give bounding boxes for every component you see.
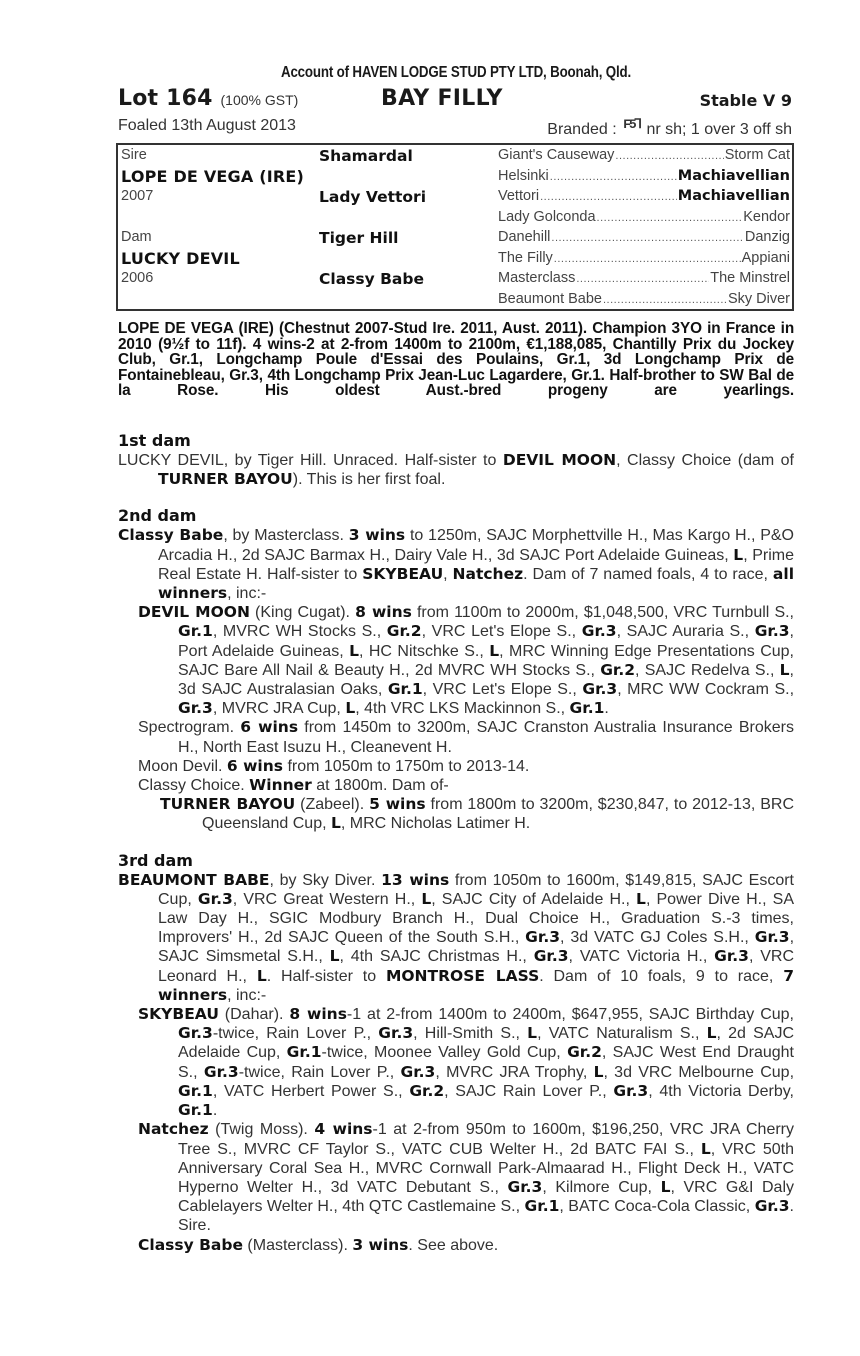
bold-text: L <box>489 641 500 660</box>
foaled-date: Foaled 13th August 2013 <box>118 117 296 134</box>
bold-text: Gr.1 <box>569 699 605 718</box>
lot-number <box>118 86 298 111</box>
first-dam-entry: LUCKY DEVIL, by Tiger Hill. Unraced. Half-sister to DEVIL MOON, Classy Choice (dam of TURNER BAYOU). This is her first foal. <box>118 451 795 489</box>
pedigree-entry: Natchez (Twig Moss). 4 wins-1 at 2-from 950m to 1600m, $196,250, VRC JRA Cherry Tree S., MVRC CF Taylor S., VATC CUB Welter H., 2d BATC FAI S., L, VRC 50th Anniversary Coral Sea H., MVRC Cornwall Park-Almaarad H., Flight Deck H., VATC Hyperno Welter H., 3d VATC Debutant S., Gr.3, Kilmore Cup, L, VRC G&I Daly Cablelayers Welter H., 4th QTC Castlemaine S., Gr.1, BATC Coca-Cola Classic, Gr.3. Sire. <box>138 1120 795 1235</box>
bold-text: L <box>706 1024 717 1043</box>
bold-text: Classy Babe <box>118 526 224 545</box>
grandparent-row: Vettori ..... Machiavellian <box>498 188 790 209</box>
brand-info <box>547 117 792 139</box>
bold-text: L <box>330 814 341 833</box>
bold-text: 6 wins <box>226 756 283 775</box>
pedigree-table <box>116 143 794 311</box>
third-dam-heading: 3rd dam <box>118 850 193 870</box>
grandparent-row: Beaumont Babe ..... Sky Diver <box>498 291 790 312</box>
grandparent-row: The Filly ..... Appiani <box>498 250 790 271</box>
lot-header <box>118 86 794 114</box>
grandparent-row: Danehill ..... Danzig <box>498 229 790 250</box>
pedigree-entry: Moon Devil. 6 wins from 1050m to 1750m to 2013-14. <box>138 756 530 775</box>
vendor-account: Account of HAVEN LODGE STUD PTY LTD, Boonah, Qld. <box>280 64 631 81</box>
pedigree-entry: SKYBEAU (Dahar). 8 wins-1 at 2-from 1400m to 2400m, $647,955, SAJC Birthday Cup, Gr.3-twice, Rain Lover P., Gr.3, Hill-Smith S., L, VATC Naturalism S., L, 2d SAJC Adelaide Cup, Gr.1-twice, Moonee Valley Gold Cup, Gr.2, SAJC West End Draught S., Gr.3-twice, Rain Lover P., Gr.3, MVRC JRA Trophy, L, 3d VRC Melbourne Cup, Gr.1, VATC Herbert Power S., Gr.2, SAJC Rain Lover P., Gr.3, 4th Victoria Derby, Gr.1. <box>138 1005 795 1120</box>
sire-name: LOPE DE VEGA (IRE) <box>121 166 305 186</box>
bold-text: SKYBEAU <box>362 564 444 583</box>
bold-text: Gr.1 <box>286 1043 322 1062</box>
second-dam-heading: 2nd dam <box>118 506 197 526</box>
bold-text: 7 winners <box>158 966 794 1004</box>
third-dam-section <box>118 851 794 1255</box>
bold-text: 8 wins <box>355 603 412 622</box>
pedigree-entry: Classy Babe, by Masterclass. 3 wins to 1250m, SAJC Morphettville H., Mas Kargo H., P&O Arcadia H., 2d SAJC Barmax H., Dairy Vale H., 3d SAJC Port Adelaide Guineas, L, Prime Real Estate H. Half-sister to SKYBEAU, Natchez. Dam of 7 named foals, 4 to race, all winners, inc:- <box>118 526 795 603</box>
brand-mark-icon: F5⅂ <box>623 117 640 132</box>
pedigree-entry: DEVIL MOON (King Cugat). 8 wins from 1100m to 2000m, $1,048,500, VRC Turnbull S., Gr.1, MVRC WH Stocks S., Gr.2, VRC Let's Elope S., Gr.3, SAJC Auraria S., Gr.3, Port Adelaide Guineas, L, HC Nitschke S., L, MRC Winning Edge Presentations Cup, SAJC Bare All Nail & Beauty H., 2d MVRC WH Stocks S., Gr.2, SAJC Redelva S., L, 3d SAJC Australasian Oaks, Gr.1, VRC Let's Elope S., Gr.3, MRC WW Cockram S., Gr.3, MVRC JRA Cup, L, 4th VRC LKS Mackinnon S., Gr.1. <box>138 603 795 718</box>
pedigree-entry: TURNER BAYOU (Zabeel). 5 wins from 1800m to 3200m, $230,847, to 2012-13, BRC Queensland Cup, L, MRC Nicholas Latimer H. <box>160 795 794 833</box>
bold-text: L <box>700 1139 711 1158</box>
bold-text: Gr.3 <box>582 680 618 699</box>
horse-description: BAY FILLY <box>381 86 503 111</box>
first-dam-heading: 1st dam <box>118 431 191 450</box>
bold-text: L <box>527 1024 538 1043</box>
sire-sire: Shamardal <box>319 147 413 165</box>
bold-text: DEVIL MOON <box>138 603 250 622</box>
bold-text: 8 wins <box>289 1005 347 1024</box>
bold-text: Gr.1 <box>178 622 213 641</box>
bold-text: L <box>593 1062 604 1081</box>
bold-text: L <box>256 966 267 985</box>
bold-text: 4 wins <box>314 1120 373 1139</box>
bold-text: SKYBEAU <box>138 1005 219 1024</box>
dam-name: LUCKY DEVIL <box>121 248 240 268</box>
dam-sire: Tiger Hill <box>319 229 399 247</box>
dam-label: Dam <box>121 229 152 245</box>
catalogue-page <box>118 62 794 1255</box>
bold-text: Natchez <box>452 564 524 583</box>
bold-text: Gr.3 <box>533 947 569 966</box>
bold-text: Gr.3 <box>754 622 790 641</box>
dam-dam: Classy Babe <box>319 270 424 288</box>
sire-label: Sire <box>121 147 147 163</box>
pedigree-grandparents <box>498 147 790 311</box>
bold-text: L <box>345 699 356 718</box>
grandparent-row: Lady Golconda ..... Kendor <box>498 209 790 230</box>
bold-text: 6 wins <box>240 718 299 737</box>
grandparent-row: Helsinki ..... Machiavellian <box>498 168 790 189</box>
bold-text: MONTROSE LASS <box>385 966 540 985</box>
stable-location: Stable V 9 <box>699 91 792 110</box>
bold-text: Gr.2 <box>567 1043 602 1062</box>
brand-detail: nr sh; 1 over 3 off sh <box>646 121 792 138</box>
pedigree-entry: Spectrogram. 6 wins from 1450m to 3200m, SAJC Cranston Australia Insurance Brokers H., North East Isuzu H., Cleanevent H. <box>138 718 795 756</box>
bold-text: Gr.3 <box>507 1177 543 1196</box>
sire-year: 2007 <box>121 188 154 204</box>
bold-text: TURNER BAYOU <box>160 795 296 814</box>
grandparent-row: Giant's Causeway ..... Storm Cat <box>498 147 790 168</box>
second-dam-entries <box>118 526 794 833</box>
bold-text: Gr.3 <box>378 1024 414 1043</box>
bold-text: 3 wins <box>348 526 406 545</box>
bold-text: 13 wins <box>381 870 450 889</box>
bold-text: L <box>733 545 744 564</box>
bold-text: TURNER BAYOU <box>158 470 293 489</box>
lot-label: Lot 164 <box>118 86 213 111</box>
bold-text: Gr.3 <box>613 1081 649 1100</box>
bold-text: Gr.3 <box>197 889 233 908</box>
pedigree-entry: BEAUMONT BABE, by Sky Diver. 13 wins from 1050m to 1600m, $149,815, SAJC Escort Cup, Gr.3, VRC Great Western H., L, SAJC City of Adelaide H., L, Power Dive H., SA Law Day H., SGIC Modbury Branch H., Dual Choice H., Graduation S.-3 times, Improvers' H., 2d SAJC Queen of the South S.H., Gr.3, 3d VATC GJ Coles S.H., Gr.3, SAJC Simsmetal S.H., L, 4th SAJC Christmas H., Gr.3, VATC Victoria H., Gr.3, VRC Leonard H., L. Half-sister to MONTROSE LASS. Dam of 10 foals, 9 to race, 7 winners, inc:- <box>118 870 795 1004</box>
dam-year: 2006 <box>121 270 154 286</box>
bold-text: Gr.3 <box>178 1024 213 1043</box>
bold-text: Gr.2 <box>600 660 636 679</box>
bold-text: L <box>636 889 646 908</box>
bold-text: DEVIL MOON <box>502 451 617 469</box>
bold-text: Classy Babe <box>138 1235 243 1254</box>
foal-details <box>118 114 794 140</box>
sire-dam: Lady Vettori <box>319 188 427 206</box>
bold-text: Gr.1 <box>524 1197 560 1216</box>
bold-text: Gr.3 <box>754 1197 790 1216</box>
bold-text: all winners <box>158 564 795 603</box>
third-dam-entries <box>118 871 794 1255</box>
branded-label: Branded : <box>547 121 617 138</box>
bold-text: Gr.1 <box>178 1101 213 1120</box>
grandparent-row: Masterclass ..... The Minstrel <box>498 270 790 291</box>
bold-text: Gr.3 <box>178 699 213 718</box>
bold-text: Gr.1 <box>387 680 423 699</box>
bold-text: Gr.3 <box>581 622 617 641</box>
bold-text: Gr.3 <box>400 1062 436 1081</box>
bold-text: L <box>329 947 340 966</box>
first-dam-section <box>118 431 794 489</box>
pedigree-entry: Classy Babe (Masterclass). 3 wins. See above. <box>138 1235 499 1254</box>
bold-text: Gr.3 <box>714 947 749 966</box>
bold-text: Gr.1 <box>178 1081 213 1100</box>
bold-text: L <box>779 660 790 679</box>
pedigree-entry: Classy Choice. Winner at 1800m. Dam of- <box>138 776 449 795</box>
bold-text: Gr.3 <box>525 928 561 947</box>
bold-text: 3 wins <box>352 1235 409 1254</box>
sire-summary: LOPE DE VEGA (IRE) (Chestnut 2007-Stud Ire. 2011, Aust. 2011). Champion 3YO in France in 2010 (9½f to 11f). 4 wins-2 at 2-from 1400m to 2100m, €1,188,085, Chantilly Prix du Jockey Club, Gr.1, Longchamp Poule d'Essai des Poulains, Gr.1, 3d Longchamp Prix de Fontainebleau, Gr.3, 4th Longchamp Prix Jean-Luc Lagardere, Gr.1. Half-brother to SW Bal de la Rose. His oldest Aust.-bred progeny are yearlings. <box>118 320 795 399</box>
bold-text: Natchez <box>138 1120 209 1139</box>
second-dam-section <box>118 506 794 833</box>
bold-text: BEAUMONT BABE <box>118 870 270 889</box>
bold-text: L <box>421 889 432 908</box>
bold-text: Winner <box>249 776 312 795</box>
gst-note: (100% GST) <box>220 92 299 108</box>
bold-text: 5 wins <box>369 795 426 814</box>
bold-text: L <box>660 1177 671 1196</box>
bold-text: L <box>349 641 359 660</box>
bold-text: Gr.3 <box>203 1062 239 1081</box>
bold-text: Gr.2 <box>409 1081 445 1100</box>
bold-text: Gr.2 <box>386 622 422 641</box>
bold-text: Gr.3 <box>754 928 790 947</box>
pedigree-parents <box>121 147 501 291</box>
